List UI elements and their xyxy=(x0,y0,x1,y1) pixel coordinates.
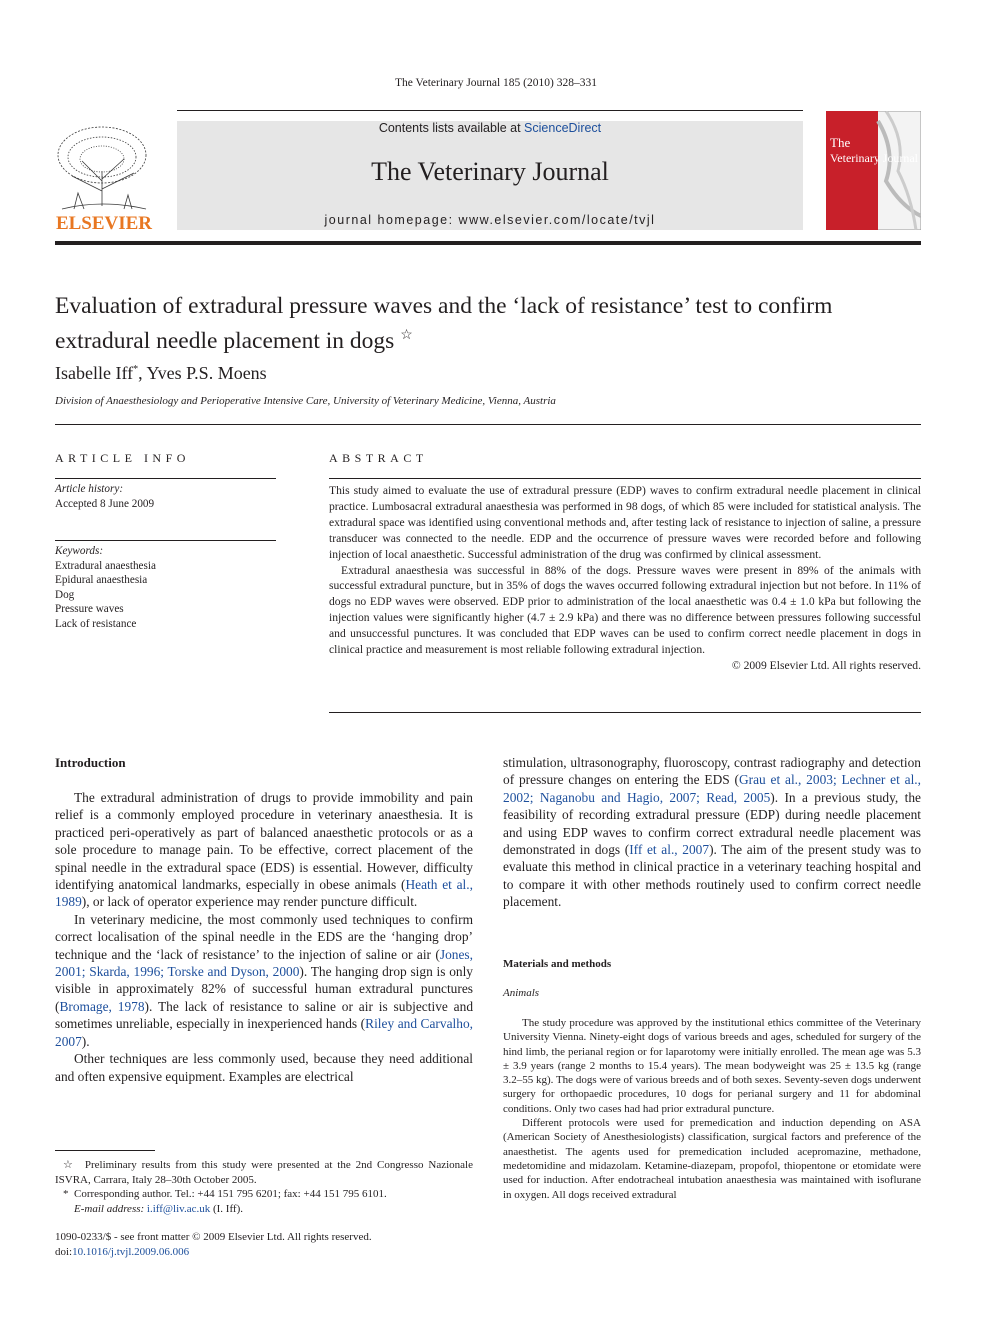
keyword: Epidural anaesthesia xyxy=(55,574,148,587)
footnote-email: E-mail address: i.iff@liv.ac.uk (I. Iff). xyxy=(74,1202,243,1215)
abstract-copyright: © 2009 Elsevier Ltd. All rights reserved. xyxy=(731,658,921,672)
keyword: Pressure waves xyxy=(55,603,124,616)
issn-line: 1090-0233/$ - see front matter © 2009 Elsevier Ltd. All rights reserved. xyxy=(55,1231,372,1243)
article-title: Evaluation of extradural pressure waves and the ‘lack of resistance’ test to confirm extradural needle placement in dogs ☆ xyxy=(55,293,833,354)
intro-right-column xyxy=(503,754,921,911)
elsevier-wordmark: ELSEVIER xyxy=(55,213,153,233)
methods-body xyxy=(503,1016,921,1202)
header-thick-rule xyxy=(55,241,921,245)
footnote-corresponding: * Corresponding author. Tel.: +44 151 795 6201; fax: +44 151 795 6101. xyxy=(63,1188,387,1200)
header-rule xyxy=(177,110,803,111)
intro-paragraph: Other techniques are less commonly used, because they need additional and often expensive equipment. Examples are electrical xyxy=(55,1051,473,1084)
keyword: Dog xyxy=(55,588,75,601)
keywords-block: Keywords: Extradural anaesthesia Epidural anaesthesia Dog Pressure waves Lack of resistance xyxy=(55,544,276,632)
intro-left-column xyxy=(55,789,473,1085)
title-footnote-mark[interactable]: ☆ xyxy=(400,328,413,343)
journal-cover xyxy=(826,111,921,230)
affil-rule xyxy=(55,424,921,425)
methods-paragraph: The study procedure was approved by the institutional ethics committee of the Veterinary University Vienna. Ninety-eight dogs of various breeds and ages, scheduled for surgery of the hind limb, the perianal region or for laparotomy were initially enrolled. The mean age was 5.3 ± 3.9 years (range 2 months to 15.4 years). The mean bodyweight was 25 ± 13.5 kg (range 3.2–55 kg). The dogs were of various breeds and of both sexes. Seventy-seven dogs underwent surgery for orthopaedic procedures, 10 dogs for perianal surgery and 11 for abdominal conditions. Only two cases had had prior extradural puncture. xyxy=(503,1017,922,1115)
abstract-body xyxy=(329,483,921,674)
doi-line: doi:10.1016/j.tvjl.2009.06.006 xyxy=(55,1245,190,1258)
journal-banner xyxy=(177,121,803,230)
journal-name: The Veterinary Journal xyxy=(371,157,609,186)
methods-paragraph: Different protocols were used for premedication and induction depending on ASA (American Society of Anesthesiologists) classification, surgical factors and preference of the anaesthetist. The agents used for premedication included acepromazine, methadone, medetomidine and midazolam. Ketamine-diazepam, propofol, thiopentone or etomidate were used for induction. After endotracheal intubation anaesthesia was maintained with isoflurane in oxygen. All dogs received extradural xyxy=(503,1117,921,1201)
introduction-heading: Introduction xyxy=(55,755,126,770)
citation-link[interactable]: Riley and Carvalho, 2007 xyxy=(55,1016,473,1049)
citation-link[interactable]: Jones, 2001; Skarda, 1996; Torske and Dyson, 2000 xyxy=(55,946,473,980)
doi-link[interactable]: 10.1016/j.tvjl.2009.06.006 xyxy=(72,1245,190,1258)
abstract-paragraph: This study aimed to evaluate the use of extradural pressure (EDP) waves to confirm extradural needle placement in clinical practice. Lumbosacral extradural anaesthesia was performed in 98 dogs, of which 85 were included for statistical analysis. The extradural space was identified using conventional methods and, after testing lack of resistance to injection of saline, a pressure transducer was connected to the needle. EDP and the occurrence of pressure waves were recorded before and following injection of local anaesthetic. Successful administration of the drug was confirmed by clinical assessment. xyxy=(329,484,921,561)
animals-subheading: Animals xyxy=(503,987,540,999)
journal-homepage[interactable]: journal homepage: www.elsevier.com/locate/tvjl xyxy=(324,213,656,227)
intro-paragraph: The extradural administration of drugs to provide immobility and pain relief is a commonly employed procedure in veterinary anaesthesia. It is practiced peri-operatively as part of balanced anaesthetic protocols or as a sole procedure to manage pain. To be effective, correct placement of the spinal needle in the extradural space (EDS) is essential. However, difficulty identifying anatomical landmarks, especially in obese animals (Heath et al., 1989), or lack of operator experience may render puncture difficult. xyxy=(55,790,473,910)
intro-paragraph: In veterinary medicine, the most commonly used techniques to confirm correct localisation of the spinal needle in the EDS are the ‘hanging drop’ technique and the ‘lack of resistance’ to the injection of saline or air (Jones, 2001; Skarda, 1996; Torske and Dyson, 2000). The hanging drop sign is only visible in approximately 82% of successful human extradural punctures (Bromage, 1978). The lack of resistance to saline or air is subjective and sometimes unreliable, especially in inexperienced hands (Riley and Carvalho, 2007). xyxy=(55,911,474,1049)
intro-paragraph: stimulation, ultrasonography, fluoroscopy, contrast radiography and detection of pressure changes on entering the EDS (Grau et al., 2003; Lechner et al., 2002; Naganobu and Hagio, 2007; Read, 2005). In a previous study, the feasibility of recording extradural pressure (EDP) during needle placement and using EDP waves to confirm correct extradural needle placement was demonstrated in dogs (Iff et al., 2007). The aim of the present study was to evaluate this method in clinical practice in a veterinary teaching hospital and to compare it with other methods routinely used to confirm correct needle placement. xyxy=(503,755,922,910)
article-history: Article history: Accepted 8 June 2009 xyxy=(55,483,155,510)
article-info-heading: ARTICLE INFO xyxy=(55,451,190,465)
citation-link[interactable]: Heath et al., 1989 xyxy=(55,877,473,910)
keywords-rule xyxy=(55,540,276,541)
sciencedirect-link[interactable]: ScienceDirect xyxy=(524,121,602,135)
footnote-preliminary: ☆ Preliminary results from this study were presented at the 2nd Congresso Nazionale ISVRA, Carrara, Italy 28–30th October 2005. xyxy=(55,1159,473,1186)
front-matter xyxy=(55,1230,473,1259)
email-link[interactable]: i.iff@liv.ac.uk xyxy=(146,1202,211,1215)
elsevier-tree-icon xyxy=(52,121,156,233)
contents-line: Contents lists available at ScienceDirect xyxy=(378,121,602,135)
keyword: Lack of resistance xyxy=(55,617,137,630)
corresponding-author-mark[interactable]: * xyxy=(133,364,139,375)
methods-heading: Materials and methods xyxy=(503,958,612,970)
elsevier-logo xyxy=(52,121,156,233)
abstract-paragraph: Extradural anaesthesia was successful in 88% of the dogs. Pressure waves were present in 89% of the animals with successful extradural puncture, but in 35% of dogs the waves occurred following extradural injection but not before. In 11% of dogs no EDP waves were observed. EDP prior to administration of the local anaesthetic was 0.4 ± 1.0 kPa but following the injection values were significantly higher (4.7 ± 2.9 kPa) and there was no difference between pressures following successful and unsuccessful punctures. It was concluded that EDP waves can be used to confirm correct needle placement in dogs in clinical practice and measurement is most reliable following extradural injection. xyxy=(329,563,921,657)
article-info-rule xyxy=(55,478,276,479)
footnotes xyxy=(55,1158,473,1216)
running-head: The Veterinary Journal 185 (2010) 328–331 xyxy=(395,77,597,89)
abstract-bottom-rule xyxy=(329,712,921,713)
abstract-rule xyxy=(329,478,921,479)
citation-link[interactable]: Grau et al., 2003; Lechner et al., 2002; Naganobu and Hagio, 2007; Read, 2005 xyxy=(503,772,921,805)
footnote-rule xyxy=(55,1150,155,1151)
keyword: Extradural anaesthesia xyxy=(55,559,156,572)
cover-title-line2: Veterinary Journal xyxy=(830,151,919,165)
abstract-heading: ABSTRACT xyxy=(329,451,428,465)
citation-link[interactable]: Iff et al., 2007 xyxy=(629,842,710,858)
affiliation: Division of Anaesthesiology and Perioperative Intensive Care, University of Veterinary Medicine, Vienna, Austria xyxy=(55,395,556,407)
authors: Isabelle Iff*, Yves P.S. Moens xyxy=(55,363,267,383)
citation-link[interactable]: Bromage, 1978 xyxy=(59,998,145,1014)
cover-title-line1: The xyxy=(830,135,851,150)
